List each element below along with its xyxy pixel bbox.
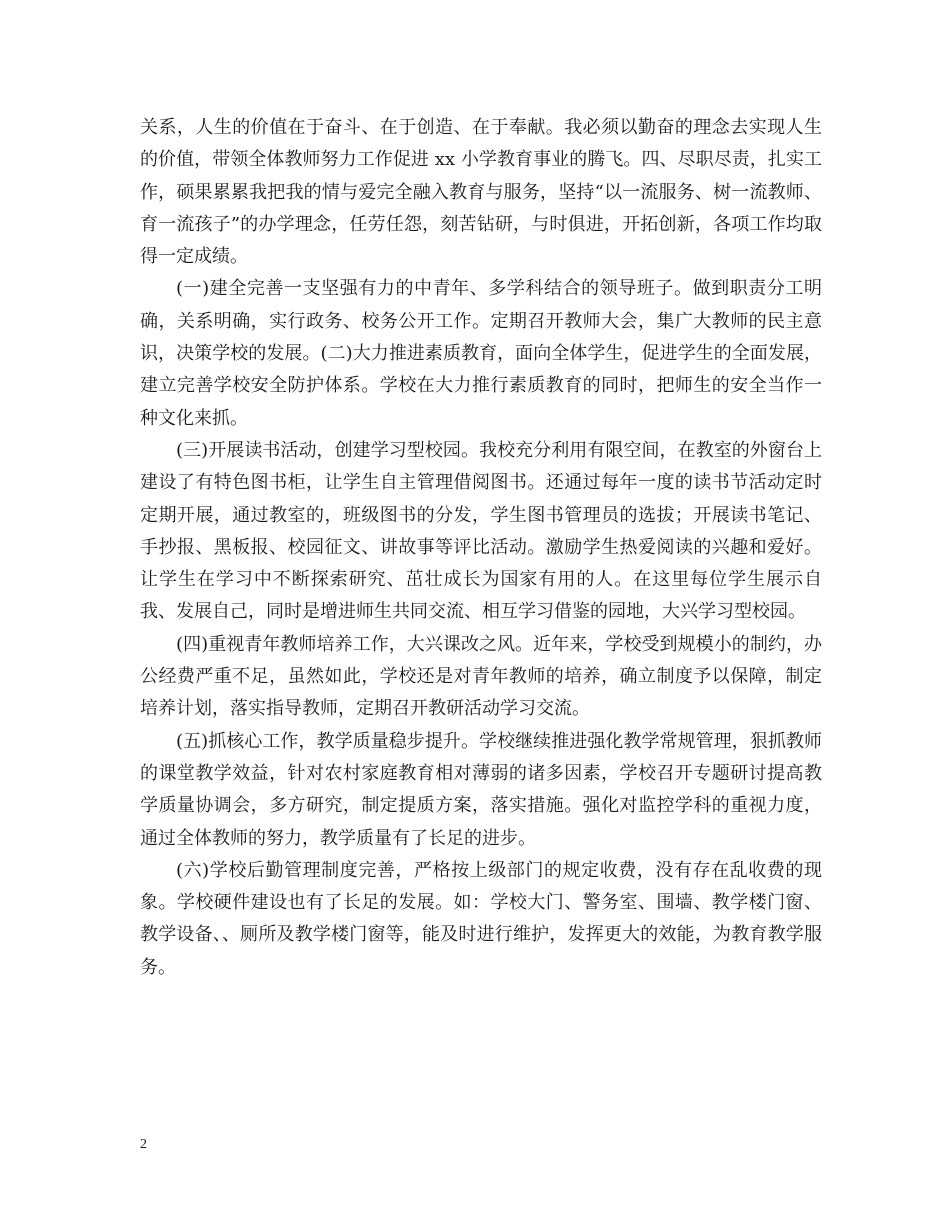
paragraph-logistics: (六)学校后勤管理制度完善，严格按上级部门的规定收费，没有存在乱收费的现象。学校硬件建设也有了长足的发展。如：学校大门、警务室、围墙、教学楼门窗、教学设备、、厕所及教学楼门窗等，能及时进行维护，发挥更大的效能，为教育教学服务。	[140, 859, 822, 978]
paragraph-leadership-team: (一)建全完善一支坚强有力的中青年、多学科结合的领导班子。做到职责分工明确，关系明确，实行政务、校务公开工作。定期召开教师大会，集广大教师的民主意识，决策学校的发展。(二)大力推进素质教育，面向全体学生，促进学生的全面发展，建立完善学校安全防护体系。学校在大力推行素质教育的同时，把师生的安全当作一种文化来抓。	[140, 278, 822, 429]
paragraph-reading-activities: (三)开展读书活动，创建学习型校园。我校充分利用有限空间，在教室的外窗台上建设了有特色图书柜，让学生自主管理借阅图书。还通过每年一度的读书节活动定时定期开展，通过教室的，班级图书的分发，学生图书管理员的选拔；开展读书笔记、手抄报、黑板报、校园征文、讲故事等评比活动。激励学生热爱阅读的兴趣和爱好。让学生在学习中不断探索研究、茁壮成长为国家有用的人。在这里每位学生展示自我、发展自己，同时是增进师生共同交流、相互学习借鉴的园地，大兴学习型校园。	[140, 439, 822, 623]
page-number: 2	[140, 1137, 147, 1152]
paragraph-continuation: 关系，人生的价值在于奋斗、在于创造、在于奉献。我必须以勤奋的理念去实现人生的价值，带领全体教师努力工作促进 xx 小学教育事业的腾飞。四、尽职尽责，扎实工作，硕果累累我把我的情与爱完全融入教育与服务，坚持“以一流服务、树一流教师、育一流孩子”的办学理念，任劳任怨，刻苦钻研，与时俱进，开拓创新，各项工作均取得一定成绩。	[140, 117, 822, 268]
paragraph-young-teachers: (四)重视青年教师培养工作，大兴课改之风。近年来，学校受到规模小的制约，办公经费严重不足，虽然如此，学校还是对青年教师的培养，确立制度予以保障，制定培养计划，落实指导教师，定期召开教研活动学习交流。	[140, 633, 822, 720]
document-body	[140, 112, 822, 984]
paragraph-teaching-quality: (五)抓核心工作，教学质量稳步提升。学校继续推进强化教学常规管理，狠抓教师的课堂教学效益，针对农村家庭教育相对薄弱的诸多因素，学校召开专题研讨提高教学质量协调会，多方研究，制定提质方案，落实措施。强化对监控学科的重视力度，通过全体教师的努力，教学质量有了长足的进步。	[140, 730, 822, 849]
